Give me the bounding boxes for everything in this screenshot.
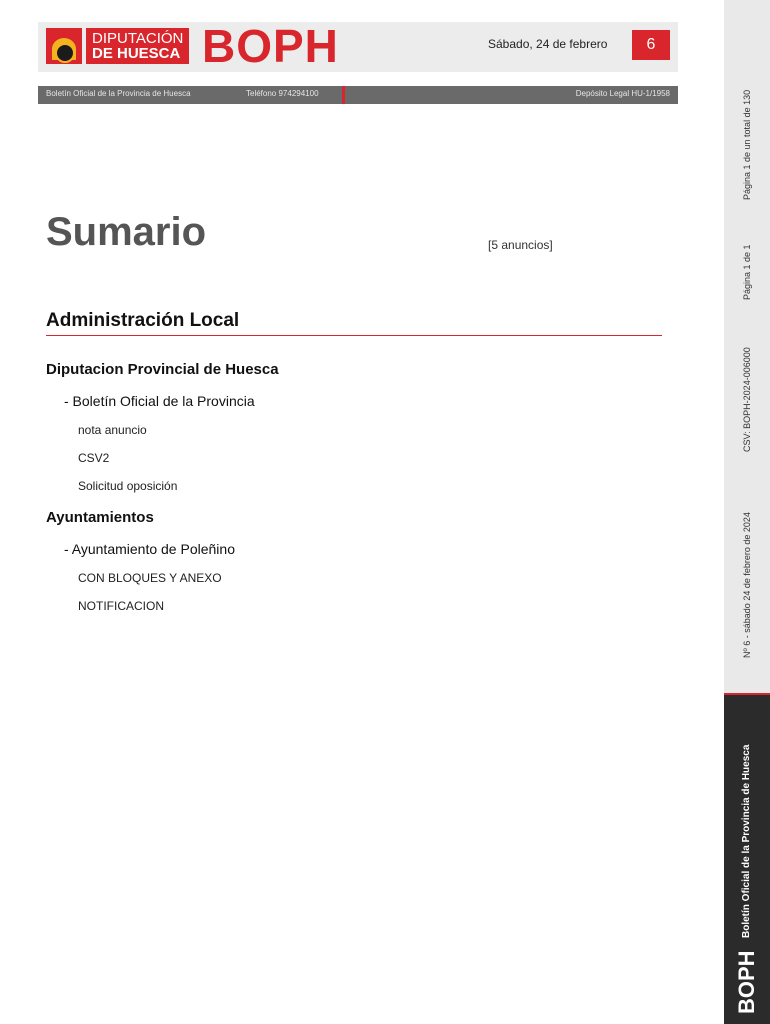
sidebar-brand: BOPH bbox=[734, 950, 759, 1014]
diputacion-emblem-icon bbox=[46, 28, 82, 64]
strip-bulletin-name: Boletín Oficial de la Provincia de Huesca bbox=[46, 89, 191, 98]
org-heading: Ayuntamientos bbox=[46, 509, 154, 526]
document-link[interactable]: NOTIFICACION bbox=[78, 599, 164, 613]
entity-link[interactable]: - Ayuntamiento de Poleñino bbox=[64, 541, 235, 557]
section-divider bbox=[46, 335, 662, 336]
document-link[interactable]: Solicitud oposición bbox=[78, 479, 178, 493]
page-title: Sumario bbox=[46, 210, 207, 254]
strip-legal-deposit: Depósito Legal HU-1/1958 bbox=[575, 89, 670, 98]
sidebar-page: Página 1 de 1 bbox=[742, 244, 752, 300]
section-title: Administración Local bbox=[46, 310, 240, 331]
issue-date: Sábado, 24 de febrero bbox=[488, 37, 608, 51]
sidebar-brand-name: Boletín Oficial de la Provincia de Huesca bbox=[741, 744, 752, 938]
issue-number-badge: 6 bbox=[632, 30, 670, 60]
sidebar-csv: CSV: BOPH-2024-006000 bbox=[742, 347, 752, 452]
document-link[interactable]: nota anuncio bbox=[78, 423, 147, 437]
sidebar-issue-date: Nº 6 - sábado 24 de febrero de 2024 bbox=[742, 512, 752, 658]
document-link[interactable]: CON BLOQUES Y ANEXO bbox=[78, 571, 222, 585]
strip-phone: Teléfono 974294100 bbox=[246, 89, 319, 98]
entity-link[interactable]: - Boletín Oficial de la Provincia bbox=[64, 393, 255, 409]
org-heading: Diputacion Provincial de Huesca bbox=[46, 361, 279, 378]
strip-divider bbox=[342, 86, 345, 104]
announcement-count: [5 anuncios] bbox=[488, 238, 553, 252]
diputacion-logo bbox=[46, 27, 189, 65]
logo-line1: DIPUTACIÓN bbox=[92, 30, 184, 47]
bulletin-title: BOPH bbox=[202, 20, 339, 72]
sidebar-page-total: Página 1 de un total de 130 bbox=[742, 89, 752, 200]
logo-text bbox=[86, 28, 189, 64]
logo-line2: DE HUESCA bbox=[92, 45, 181, 62]
document-link[interactable]: CSV2 bbox=[78, 451, 110, 465]
